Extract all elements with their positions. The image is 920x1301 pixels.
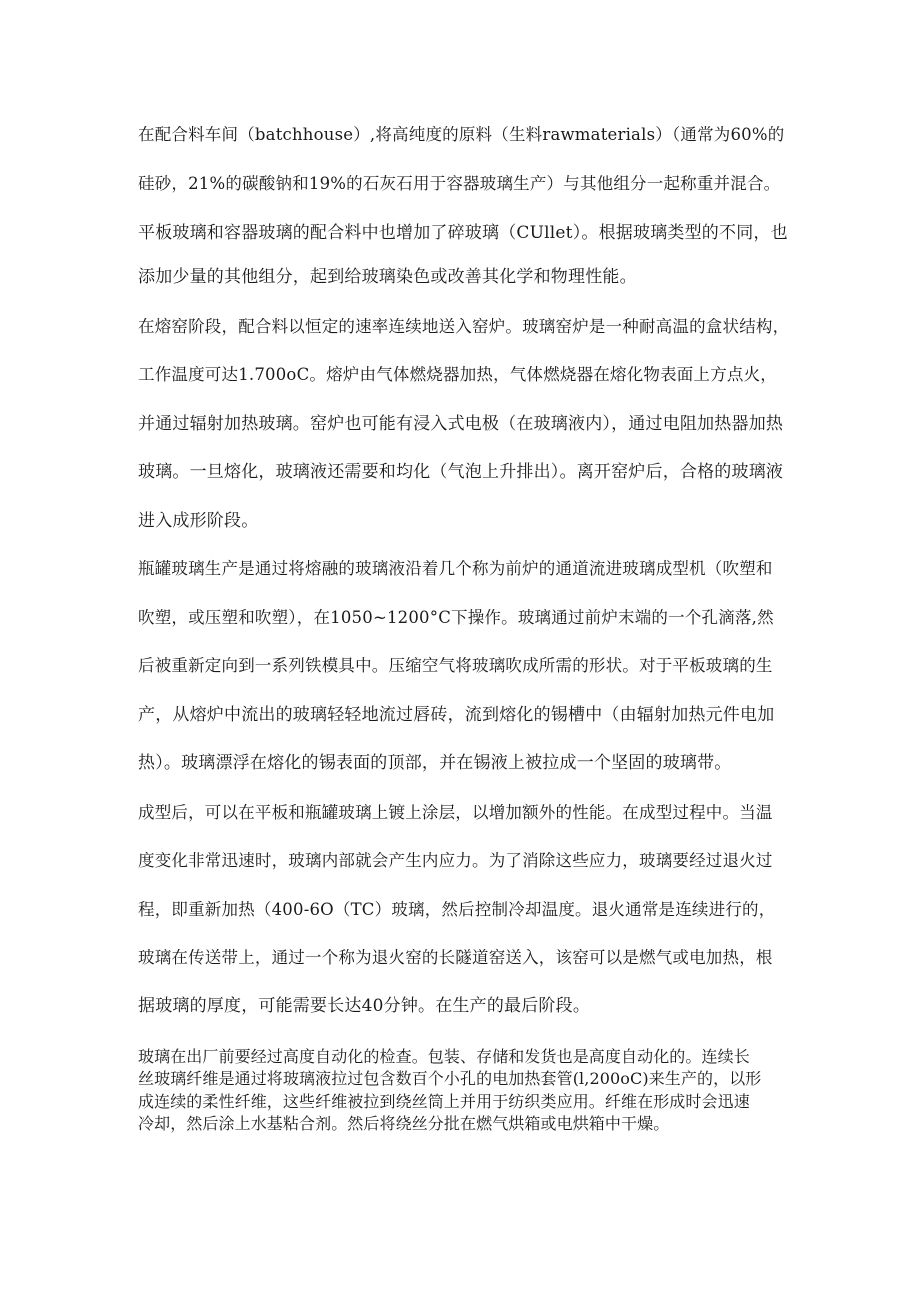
text-line: 玻璃。一旦熔化，玻璃液还需要和均化（气泡上升排出）。离开窑炉后，合格的玻璃液 (138, 462, 784, 482)
text-line: 吹塑，或压塑和吹塑），在1050~1200°C下操作。玻璃通过前炉末端的一个孔滴落,然 (138, 608, 774, 627)
text-line: 成连续的柔性纤维，这些纤维被拉到绕丝筒上并用于纺织类应用。纤维在形成时会迅速 (138, 1092, 750, 1111)
text-line: 并通过辐射加热玻璃。窑炉也可能有浸入式电极（在玻璃液内），通过电阻加热器加热 (138, 414, 784, 434)
text-line: 成型后，可以在平板和瓶罐玻璃上镀上涂层，以增加额外的性能。在成型过程中。当温 (138, 803, 773, 822)
text-line: 玻璃在出厂前要经过高度自动化的检查。包装、存储和发货也是高度自动化的。连续长 (138, 1047, 750, 1066)
text-line: 玻璃在传送带上，通过一个称为退火窑的长隧道窑送入，该窑可以是燃气或电加热，根 (138, 948, 773, 967)
text-line: 在熔窑阶段，配合料以恒定的速率连续地送入窑炉。玻璃窑炉是一种耐高温的盒状结构， (138, 317, 790, 336)
text-line: 硅砂，21%的碳酸钠和19%的石灰石用于容器玻璃生产）与其他组分一起称重并混合。 (138, 174, 781, 193)
text-line: 冷却，然后涂上水基粘合剂。然后将绕丝分批在燃气烘箱或电烘箱中干燥。 (138, 1114, 670, 1133)
text-line: 程，即重新加热（400-6O（TC）玻璃，然后控制冷却温度。退火通常是连续进行的， (138, 900, 776, 919)
text-line: 产，从熔炉中流出的玻璃轻轻地流过唇砖，流到熔化的锡槽中（由辐射加热元件电加 (138, 705, 775, 725)
text-line: 工作温度可达1.700oC。熔炉由气体燃烧器加热，气体燃烧器在熔化物表面上方点火， (138, 365, 777, 384)
text-line: 在配合料车间（batchhouse）,将高纯度的原料（生料rawmaterials）（通常为60%的 (138, 125, 785, 144)
text-line: 进入成形阶段。 (138, 511, 259, 531)
text-line: 后被重新定向到一系列铁模具中。压缩空气将玻璃吹成所需的形状。对于平板玻璃的生 (138, 656, 773, 675)
text-line: 度变化非常迅速时，玻璃内部就会产生内应力。为了消除这些应力，玻璃要经过退火过 (138, 851, 773, 870)
text-line: 添加少量的其他组分，起到给玻璃染色或改善其化学和物理性能。 (138, 267, 637, 287)
text-line: 据玻璃的厚度，可能需要长达40分钟。在生产的最后阶段。 (138, 996, 591, 1016)
text-line: 瓶罐玻璃生产是通过将熔融的玻璃液沿着几个称为前炉的通道流进玻璃成型机（吹塑和 (138, 559, 773, 578)
text-line: 丝玻璃纤维是通过将玻璃液拉过包含数百个小孔的电加热套管(l,200oC)来生产的，以形 (138, 1069, 762, 1088)
text-line: 热）。玻璃漂浮在熔化的锡表面的顶部，并在锡液上被拉成一个坚固的玻璃带。 (138, 753, 732, 773)
text-line: 平板玻璃和容器玻璃的配合料中也增加了碎玻璃（CUllet）。根据玻璃类型的不同，也 (138, 223, 788, 243)
